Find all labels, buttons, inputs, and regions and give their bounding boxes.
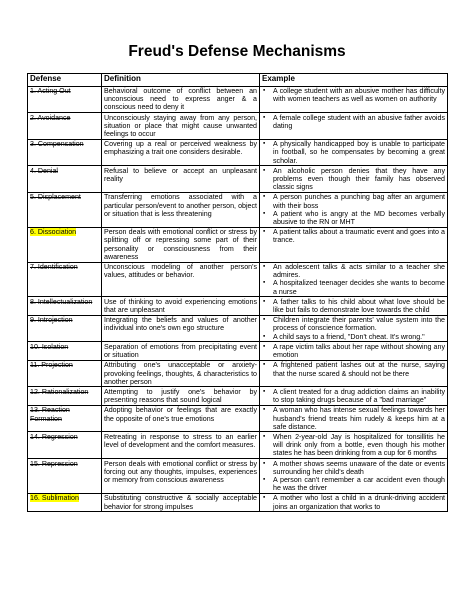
example-column-header: Example bbox=[260, 74, 448, 87]
defense-name: 13. Reaction Formation bbox=[30, 406, 70, 423]
example-list bbox=[262, 263, 445, 296]
defense-cell bbox=[28, 86, 102, 113]
example-item: ▪ A child says to a friend, "Don't cheat. It's wrong." bbox=[262, 333, 445, 341]
defense-cell bbox=[28, 113, 102, 140]
definition-cell: Transferring emotions associated with a particular person/event to another person, object or situation that is less threatening bbox=[102, 192, 260, 227]
example-cell bbox=[260, 405, 448, 432]
example-list bbox=[262, 361, 445, 377]
example-cell bbox=[260, 192, 448, 227]
definition-cell: Attributing one's unacceptable or anxiety-provoking feelings, thoughts, & characteristics to another person bbox=[102, 360, 260, 387]
table-header-row bbox=[28, 74, 448, 87]
definition-cell: Behavioral outcome of conflict between an unconscious need to express anger & a conscious need to deny it bbox=[102, 86, 260, 113]
definition-cell: Person deals with emotional conflict or stress by forcing out any thoughts, impulses, experiences or memory from conscious awareness bbox=[102, 459, 260, 494]
example-item: ▪ A physically handicapped boy is unable to participate in football, so he compensates by becoming a great scholar. bbox=[262, 140, 445, 165]
example-cell bbox=[260, 113, 448, 140]
definition-cell: Use of thinking to avoid experiencing emotions that are unpleasant bbox=[102, 297, 260, 315]
table-row bbox=[28, 405, 448, 432]
definition-cell: Person deals with emotional conflict or stress by splitting off or repressing some part of their personality or consciousness from their awareness bbox=[102, 227, 260, 262]
example-cell bbox=[260, 86, 448, 113]
defense-cell bbox=[28, 166, 102, 193]
defense-cell bbox=[28, 387, 102, 405]
defense-cell bbox=[28, 192, 102, 227]
definition-cell: Substituting constructive & socially acceptable behavior for strong impulses bbox=[102, 493, 260, 511]
definition-cell: Integrating the beliefs and values of another individual into one's own ego structure bbox=[102, 315, 260, 342]
example-list bbox=[262, 316, 445, 341]
example-item: ▪ An alcoholic person denies that they have any problems even though their family has observed classic signs bbox=[262, 167, 445, 192]
table-row bbox=[28, 192, 448, 227]
example-item: ▪ A father talks to his child about what love should be like but fails to demonstrate love towards the child bbox=[262, 298, 445, 314]
example-cell bbox=[260, 360, 448, 387]
example-item: ▪ A patient who is angry at the MD becomes verbally abusive to the RN or MHT bbox=[262, 210, 445, 226]
example-list bbox=[262, 298, 445, 314]
definition-cell: Attempting to justify one's behavior by presenting reasons that sound logical bbox=[102, 387, 260, 405]
example-list bbox=[262, 114, 445, 130]
example-cell bbox=[260, 166, 448, 193]
table-row bbox=[28, 262, 448, 297]
example-list bbox=[262, 406, 445, 431]
definition-cell: Adopting behavior or feelings that are exactly the opposite of one's true emotions bbox=[102, 405, 260, 432]
example-item: ▪ A mother shows seems unaware of the date or events surrounding her child's death bbox=[262, 460, 445, 476]
defense-cell bbox=[28, 139, 102, 166]
example-item: ▪ An adolescent talks & acts similar to a teacher she admires. bbox=[262, 263, 445, 279]
defense-name: 15. Repression bbox=[30, 459, 78, 468]
table-row bbox=[28, 459, 448, 494]
example-item: ▪ A college student with an abusive mother has difficulty with women teachers as well as women on authority bbox=[262, 87, 445, 103]
definition-cell: Retreating in response to stress to an earlier level of development and the comfort measures. bbox=[102, 432, 260, 459]
page-title: Freud's Defense Mechanisms bbox=[128, 43, 346, 60]
example-item: ▪ A mother who lost a child in a drunk-driving accident joins an organization that works to bbox=[262, 494, 445, 510]
defense-name: 12. Rationalization bbox=[30, 387, 89, 396]
example-list bbox=[262, 140, 445, 165]
defense-cell bbox=[28, 315, 102, 342]
defense-name: 16. Sublimation bbox=[30, 494, 79, 503]
example-cell bbox=[260, 227, 448, 262]
defense-name: 3. Compensation bbox=[30, 140, 84, 149]
example-list bbox=[262, 167, 445, 192]
example-list bbox=[262, 193, 445, 226]
example-list bbox=[262, 343, 445, 359]
defense-name: 5. Displacement bbox=[30, 193, 81, 202]
example-list bbox=[262, 433, 445, 458]
example-item: ▪ A person punches a punching bag after an argument with their boss bbox=[262, 193, 445, 209]
table-row bbox=[28, 387, 448, 405]
table-row bbox=[28, 113, 448, 140]
defense-name: 8. Intellectualization bbox=[30, 297, 93, 306]
defense-cell bbox=[28, 405, 102, 432]
table-row bbox=[28, 432, 448, 459]
example-cell bbox=[260, 459, 448, 494]
defense-name: 4. Denial bbox=[30, 166, 58, 175]
defense-name: 14. Regression bbox=[30, 432, 78, 441]
defense-cell bbox=[28, 342, 102, 360]
definition-cell: Separation of emotions from precipitating event or situation bbox=[102, 342, 260, 360]
defense-mechanisms-table bbox=[27, 73, 448, 512]
example-item: ▪ A female college student with an abusive father avoids dating bbox=[262, 114, 445, 130]
defense-cell bbox=[28, 432, 102, 459]
defense-cell bbox=[28, 297, 102, 315]
defense-cell bbox=[28, 360, 102, 387]
example-cell bbox=[260, 139, 448, 166]
defense-column-header: Defense bbox=[28, 74, 102, 87]
example-item: ▪ A woman who has intense sexual feelings towards her husband's friend treats him rudely & keeps him at a safe distance. bbox=[262, 406, 445, 431]
example-cell bbox=[260, 297, 448, 315]
table-row bbox=[28, 227, 448, 262]
example-cell bbox=[260, 387, 448, 405]
example-cell bbox=[260, 315, 448, 342]
defense-name: 9. Introjection bbox=[30, 316, 73, 325]
example-cell bbox=[260, 493, 448, 511]
table-row bbox=[28, 297, 448, 315]
example-item: ▪ A person can't remember a car accident even though he was the driver bbox=[262, 476, 445, 492]
example-list bbox=[262, 494, 445, 510]
defense-cell bbox=[28, 227, 102, 262]
defense-name: 2. Avoidance bbox=[30, 113, 71, 122]
example-item: ▪ A rape victim talks about her rape without showing any emotion bbox=[262, 343, 445, 359]
defense-name: 10. Isolation bbox=[30, 342, 69, 351]
defense-name: 7. Identification bbox=[30, 263, 78, 272]
table-row bbox=[28, 315, 448, 342]
definition-cell: Refusal to believe or accept an unpleasant reality bbox=[102, 166, 260, 193]
definition-column-header: Definition bbox=[102, 74, 260, 87]
example-list bbox=[262, 228, 445, 244]
example-list bbox=[262, 87, 445, 103]
example-item: ▪ A frightened patient lashes out at the nurse, saying that the nurse scared & should not be there bbox=[262, 361, 445, 377]
table-row bbox=[28, 360, 448, 387]
example-cell bbox=[260, 342, 448, 360]
example-item: ▪ A patient talks about a traumatic event and goes into a trance. bbox=[262, 228, 445, 244]
defense-name: 6. Dissociation bbox=[30, 228, 77, 237]
definition-cell: Covering up a real or perceived weakness by emphasizing a trait one considers desirable. bbox=[102, 139, 260, 166]
table-row bbox=[28, 166, 448, 193]
definition-cell: Unconsciously staying away from any person, situation or place that might cause unwanted feelings to occur bbox=[102, 113, 260, 140]
example-list bbox=[262, 460, 445, 493]
defense-cell bbox=[28, 262, 102, 297]
defense-cell bbox=[28, 493, 102, 511]
defense-name: 11. Projection bbox=[30, 361, 73, 370]
example-cell bbox=[260, 432, 448, 459]
definition-cell: Unconscious modeling of another person's values, attitudes or behavior. bbox=[102, 262, 260, 297]
defense-name: 1. Acting Out bbox=[30, 87, 71, 95]
example-item: ▪ A hospitalized teenager decides she wants to become a nurse bbox=[262, 279, 445, 295]
table-row bbox=[28, 342, 448, 360]
defense-cell bbox=[28, 459, 102, 494]
table-row bbox=[28, 86, 448, 113]
example-item: ▪ When 2-year-old Jay is hospitalized for tonsillitis he will drink only from a bottle, even though his mother states he has been drinking from a cup for 6 months bbox=[262, 433, 445, 458]
example-item: ▪ A client treated for a drug addiction claims an inability to stop taking drugs because of a "bad marriage" bbox=[262, 388, 445, 404]
table-row bbox=[28, 139, 448, 166]
table-row bbox=[28, 493, 448, 511]
example-item: ▪ Children integrate their parents' value system into the process of conscience formation. bbox=[262, 316, 445, 332]
example-list bbox=[262, 388, 445, 404]
example-cell bbox=[260, 262, 448, 297]
